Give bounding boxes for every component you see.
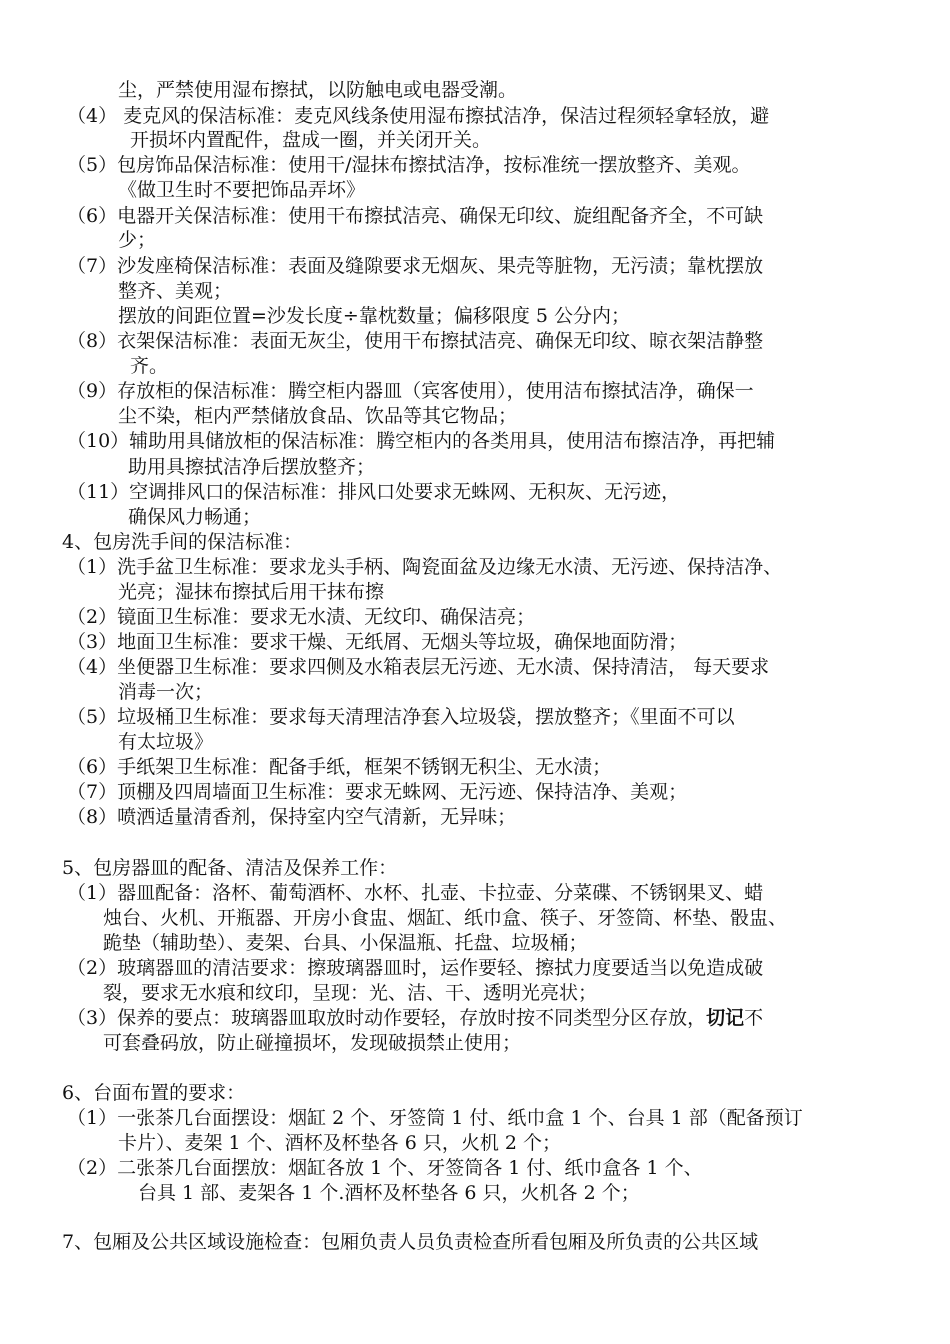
text-line: 整齐、美观； bbox=[118, 280, 233, 302]
text-line: （7）沙发座椅保洁标准：表面及缝隙要求无烟灰、果壳等脏物，无污渍；靠枕摆放 bbox=[67, 255, 764, 277]
section-heading: 4、包房洗手间的保洁标准： bbox=[62, 531, 303, 553]
text-line: （1）洗手盆卫生标准：要求龙头手柄、陶瓷面盆及边缘无水渍、无污迹、保持洁净、 bbox=[67, 556, 783, 578]
text-line: （11）空调排风口的保洁标准：排风口处要求无蛛网、无积灰、无污迹， bbox=[67, 481, 681, 503]
text-line: （4） 麦克风的保洁标准：麦克风线条使用湿布擦拭洁净，保洁过程须轻拿轻放，避 bbox=[67, 105, 770, 127]
text-line: 少； bbox=[118, 229, 157, 251]
text-line: 《做卫生时不要把饰品弄坏》 bbox=[118, 179, 366, 201]
text-line: 消毒一次； bbox=[118, 681, 214, 703]
text-line: （5）包房饰品保洁标准：使用干/湿抹布擦拭洁净，按标准统一摆放整齐、美观。 bbox=[67, 154, 751, 176]
text-line: （8）喷洒适量清香剂，保持室内空气清新，无异味； bbox=[67, 806, 517, 828]
section-heading: 5、包房器皿的配备、清洁及保养工作： bbox=[62, 857, 398, 879]
text-run: （3）保养的要点：玻璃器皿取放时动作要轻，存放时按不同类型分区存放， bbox=[67, 1007, 707, 1029]
emphasis-text: 切记 bbox=[706, 1007, 745, 1029]
text-line: 光亮；湿抹布擦拭后用干抹布擦 bbox=[118, 581, 385, 603]
text-line: 确保风力畅通； bbox=[128, 506, 262, 528]
text-line: 裂，要求无水痕和纹印，呈现：光、洁、干、透明光亮状； bbox=[103, 982, 598, 1004]
text-line: 跪垫（辅助垫）、麦架、台具、小保温瓶、托盘、垃圾桶； bbox=[103, 932, 588, 954]
text-line: （2）镜面卫生标准：要求无水渍、无纹印、确保洁亮； bbox=[67, 606, 536, 628]
text-line: 卡片）、麦架 1 个、酒杯及杯垫各 6 只，火机 2 个； bbox=[118, 1132, 562, 1154]
text-line: 齐。 bbox=[130, 355, 169, 377]
section-heading: 7、包厢及公共区域设施检查：包厢负责人员负责检查所看包厢及所负责的公共区域 bbox=[62, 1231, 759, 1253]
text-line: （2）二张茶几台面摆放：烟缸各放 1 个、牙签筒各 1 付、纸巾盒各 1 个、 bbox=[67, 1157, 703, 1179]
text-line: 助用具擦拭洁净后摆放整齐； bbox=[128, 456, 376, 478]
text-line: 台具 1 部、麦架各 1 个.酒杯及杯垫各 6 只，火机各 2 个； bbox=[138, 1182, 640, 1204]
section-heading: 6、台面布置的要求： bbox=[62, 1082, 246, 1104]
text-line: （6）电器开关保洁标准：使用干布擦拭洁亮、确保无印纹、旋组配备齐全，不可缺 bbox=[67, 205, 764, 227]
text-line: （7）顶棚及四周墙面卫生标准：要求无蛛网、无污迹、保持洁净、美观； bbox=[67, 781, 688, 803]
text-line: （8）衣架保洁标准：表面无灰尘，使用干布擦拭洁亮、确保无印纹、晾衣架洁静整 bbox=[67, 330, 764, 352]
text-line: 尘不染，柜内严禁储放食品、饮品等其它物品； bbox=[118, 405, 518, 427]
text-line: （2）玻璃器皿的清洁要求：擦玻璃器皿时，运作要轻、擦拭力度要适当以免造成破 bbox=[67, 957, 764, 979]
text-line: （3）地面卫生标准：要求干燥、无纸屑、无烟头等垃圾，确保地面防滑； bbox=[67, 631, 688, 653]
text-line: （4）坐便器卫生标准：要求四侧及水箱表层无污迹、无水渍、保持清洁， 每天要求 bbox=[67, 656, 770, 678]
text-line: 有太垃圾》 bbox=[118, 731, 214, 753]
text-run: 不 bbox=[744, 1007, 764, 1029]
text-line: 开损坏内置配件，盘成一圈，并关闭开关。 bbox=[130, 129, 492, 151]
text-line: （5）垃圾桶卫生标准：要求每天清理洁净套入垃圾袋，摆放整齐；《里面不可以 bbox=[67, 706, 735, 728]
text-line bbox=[67, 1006, 763, 1030]
text-line: （6）手纸架卫生标准：配备手纸，框架不锈钢无积尘、无水渍； bbox=[67, 756, 612, 778]
text-line: （1）一张茶几台面摆设：烟缸 2 个、牙签筒 1 付、纸巾盒 1 个、台具 1 部（配备预订 bbox=[67, 1107, 803, 1129]
text-line: 摆放的间距位置=沙发长度÷靠枕数量；偏移限度 5 公分内； bbox=[118, 305, 631, 327]
text-line: 烛台、火机、开瓶器、开房小食盅、烟缸、纸巾盒、筷子、牙签筒、杯垫、骰盅、 bbox=[103, 907, 788, 929]
text-line: 可套叠码放，防止碰撞损坏，发现破损禁止使用； bbox=[103, 1032, 522, 1054]
text-line: 尘，严禁使用湿布擦拭，以防触电或电器受潮。 bbox=[118, 79, 518, 101]
text-line: （10）辅助用具储放柜的保洁标准：腾空柜内的各类用具，使用洁布擦洁净，再把辅 bbox=[67, 430, 776, 452]
text-line: （9）存放柜的保洁标准：腾空柜内器皿（宾客使用），使用洁布擦拭洁净，确保一 bbox=[67, 380, 754, 402]
text-line: （1）器皿配备：洛杯、葡萄酒杯、水杯、扎壶、卡拉壶、分菜碟、不锈钢果叉、蜡 bbox=[67, 882, 764, 904]
